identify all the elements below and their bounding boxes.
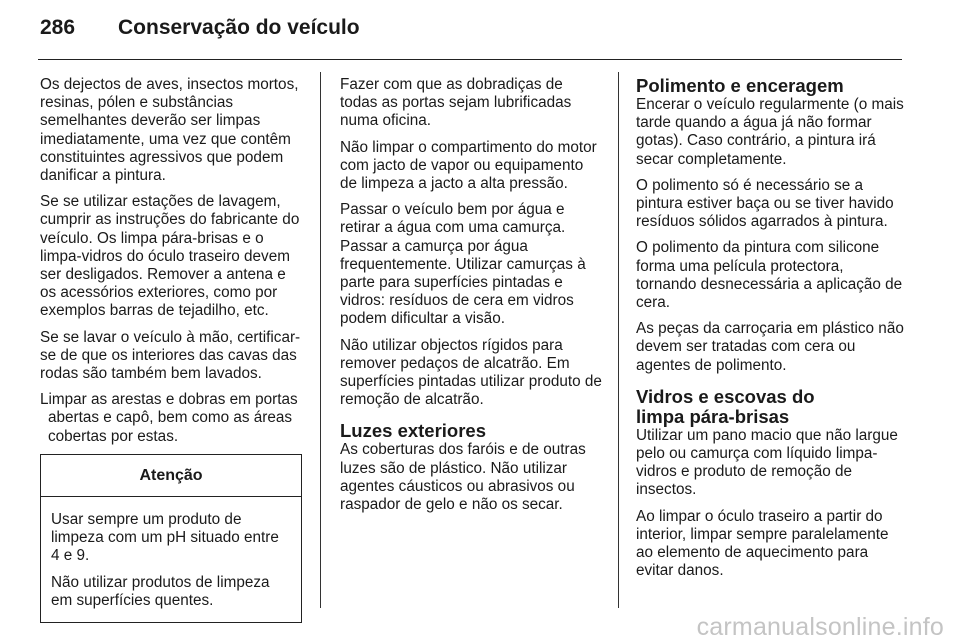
warning-body xyxy=(41,497,301,622)
watermark: carmanualsonline.info xyxy=(696,613,944,641)
paragraph: Não utilizar objectos rígidos para remover pedaços de alcatrão. Em superfícies pintadas utilizar produto de remoção de alcatrão. xyxy=(340,336,602,409)
paragraph: O polimento só é necessário se a pintura estiver baça ou se tiver havido resíduos sólidos agarrados à pintura. xyxy=(636,176,894,231)
section-heading-exterior-lights: Luzes exteriores xyxy=(340,420,487,442)
column-divider xyxy=(320,72,321,608)
column-divider xyxy=(618,72,619,608)
page-title: Conservação do veículo xyxy=(118,16,360,39)
paragraph: As peças da carroçaria em plástico não devem ser tratadas com cera ou agentes de polimento. xyxy=(636,320,904,374)
paragraph: Fazer com que as dobradiças de todas as portas sejam lubrificadas numa oficina. xyxy=(340,76,572,130)
warning-box xyxy=(40,454,302,623)
page-number: 286 xyxy=(40,16,76,39)
column-2 xyxy=(340,76,602,522)
heading-line: Vidros e escovas do xyxy=(636,385,815,407)
warning-paragraph: Não utilizar produtos de limpeza em superfícies quentes. xyxy=(51,573,270,609)
warning-paragraph: Usar sempre um produto de limpeza com um pH situado entre 4 e 9. xyxy=(51,511,279,565)
paragraph: Ao limpar o óculo traseiro a partir do interior, limpar sempre paralelamente ao elemento de aquecimento para evitar danos. xyxy=(636,507,889,580)
warning-title: Atenção xyxy=(41,455,301,497)
page-header xyxy=(40,16,360,48)
heading-line: limpa pára-brisas xyxy=(636,405,790,427)
paragraph: As coberturas dos faróis e de outras luzes são de plástico. Não utilizar agentes cáusticos ou abrasivos ou raspador de gelo e não os secar. xyxy=(340,441,586,514)
paragraph: O polimento da pintura com silicone forma uma película protectora, tornando desnecessária a aplicação de cera. xyxy=(636,239,903,312)
paragraph: Limpar as arestas e dobras em portas abertas e capô, bem como as áreas cobertas por estas. xyxy=(40,391,298,445)
column-3 xyxy=(636,76,904,588)
header-rule xyxy=(38,59,902,60)
paragraph: Se se lavar o veículo à mão, certificar-se de que os interiores das cavas das rodas são também bem lavados. xyxy=(40,328,301,383)
paragraph: Os dejectos de aves, insectos mortos, resinas, pólen e substâncias semelhantes deverão ser limpas imediatamente, uma vez que contêm constituintes agressivos que podem danificar a pintura. xyxy=(40,76,299,185)
paragraph: Utilizar um pano macio que não largue pelo ou camurça com líquido limpa-vidros e produto de remoção de insectos. xyxy=(636,426,898,499)
paragraph: Encerar o veículo regularmente (o mais tarde quando a água já não formar gotas). Caso contrário, a pintura irá secar completamente. xyxy=(636,96,904,168)
section-heading-windows-wipers xyxy=(636,387,904,427)
section-heading-polishing: Polimento e enceragem xyxy=(636,75,844,96)
paragraph: Não limpar o compartimento do motor com jacto de vapor ou equipamento de limpeza a jacto a alta pressão. xyxy=(340,138,597,193)
column-1 xyxy=(40,76,302,623)
paragraph: Se se utilizar estações de lavagem, cumprir as instruções do fabricante do veículo. Os limpa pára-brisas e o limpa-vidros do óculo traseiro devem ser desligados. Remover a antena e os acessórios exteriores, como por exemplos barras de tejadilho, etc. xyxy=(40,193,300,320)
paragraph: Passar o veículo bem por água e retirar a água com uma camurça. Passar a camurça por água frequentemente. Utilizar camurças à parte para superfícies pintadas e vidros: resíduos de cera em vidros podem dificultar a visão. xyxy=(340,201,586,328)
